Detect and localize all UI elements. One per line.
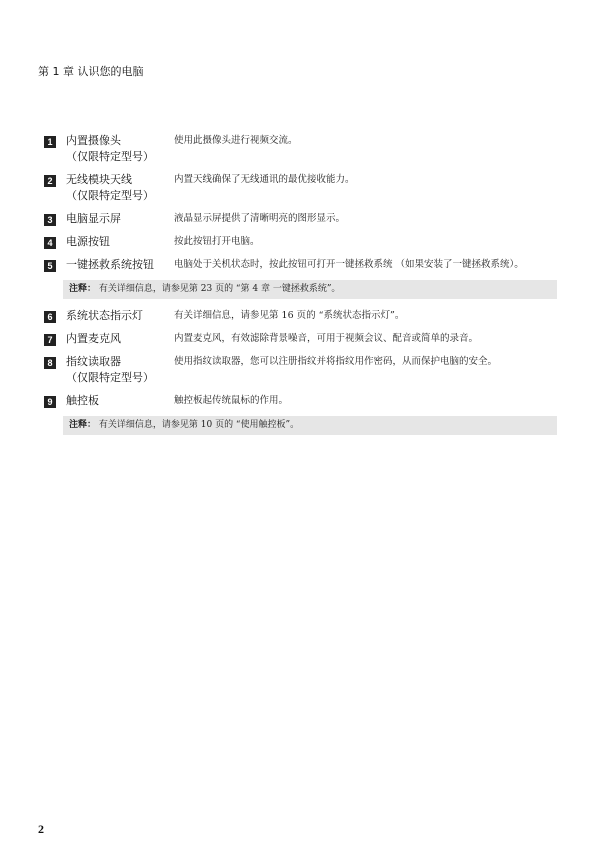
item-number: 8: [44, 357, 56, 369]
list-item: [44, 172, 564, 204]
list-item: [44, 331, 564, 347]
list-item: [44, 257, 564, 273]
list-item: [44, 308, 564, 324]
item-desc: 按此按钮打开电脑。: [174, 236, 260, 247]
item-number: 5: [44, 260, 56, 272]
list-item: [44, 211, 564, 227]
item-label-text: 系统状态指示灯: [66, 309, 143, 322]
item-label-text: 内置摄像头: [66, 134, 121, 147]
item-label-sub: （仅限特定型号）: [66, 189, 154, 202]
item-number: 4: [44, 237, 56, 249]
item-number: 9: [44, 396, 56, 408]
item-label-text: 一键拯救系统按钮: [66, 258, 154, 271]
item-label-text: 无线模块天线: [66, 173, 132, 186]
list-item: [44, 354, 564, 386]
note-label: 注释：: [69, 420, 97, 430]
item-label: [66, 308, 174, 324]
item-desc: 使用指纹读取器，您可以注册指纹并将指纹用作密码，从而保护电脑的安全。: [174, 356, 498, 367]
item-number: 7: [44, 334, 56, 346]
item-desc: 内置天线确保了无线通讯的最优接收能力。: [174, 174, 355, 185]
note-label: 注释：: [69, 284, 97, 294]
item-desc: 有关详细信息，请参见第 16 页的 “系统状态指示灯”。: [174, 310, 405, 321]
item-number: 6: [44, 311, 56, 323]
item-label: [66, 133, 174, 165]
note-text: 有关详细信息，请参见第 10 页的 “使用触控板”。: [98, 420, 300, 430]
item-label: [66, 331, 174, 347]
item-label: [66, 211, 174, 227]
item-desc: 电脑处于关机状态时，按此按钮可打开一键拯救系统 （如果安装了一键拯救系统）。: [174, 259, 524, 270]
list-item: [44, 393, 564, 409]
page-number: 2: [38, 822, 44, 836]
note-box: [63, 416, 557, 435]
item-number: 3: [44, 214, 56, 226]
item-label: [66, 393, 174, 409]
item-label: [66, 172, 174, 204]
component-list: [44, 133, 564, 444]
note-text: 有关详细信息，请参见第 23 页的 “第 4 章 一键拯救系统”。: [98, 284, 341, 294]
item-label: [66, 257, 174, 273]
item-label-text: 内置麦克风: [66, 332, 121, 345]
item-number: 2: [44, 175, 56, 187]
item-label: [66, 234, 174, 250]
item-label: [66, 354, 174, 386]
item-desc: 使用此摄像头进行视频交流。: [174, 135, 298, 146]
item-desc: 液晶显示屏提供了清晰明亮的图形显示。: [174, 213, 346, 224]
note-box: [63, 280, 557, 299]
item-label-sub: （仅限特定型号）: [66, 150, 154, 163]
list-item: [44, 234, 564, 250]
item-label-text: 电脑显示屏: [66, 212, 121, 225]
list-item: [44, 133, 564, 165]
item-label-text: 指纹读取器: [66, 355, 121, 368]
item-desc: 触控板起传统鼠标的作用。: [174, 395, 289, 406]
chapter-header: 第 1 章 认识您的电脑: [38, 65, 144, 78]
item-label-sub: （仅限特定型号）: [66, 371, 154, 384]
item-desc: 内置麦克风，有效滤除背景噪音，可用于视频会议、配音或简单的录音。: [174, 333, 479, 344]
item-label-text: 触控板: [66, 394, 99, 407]
item-number: 1: [44, 136, 56, 148]
item-label-text: 电源按钮: [66, 235, 110, 248]
